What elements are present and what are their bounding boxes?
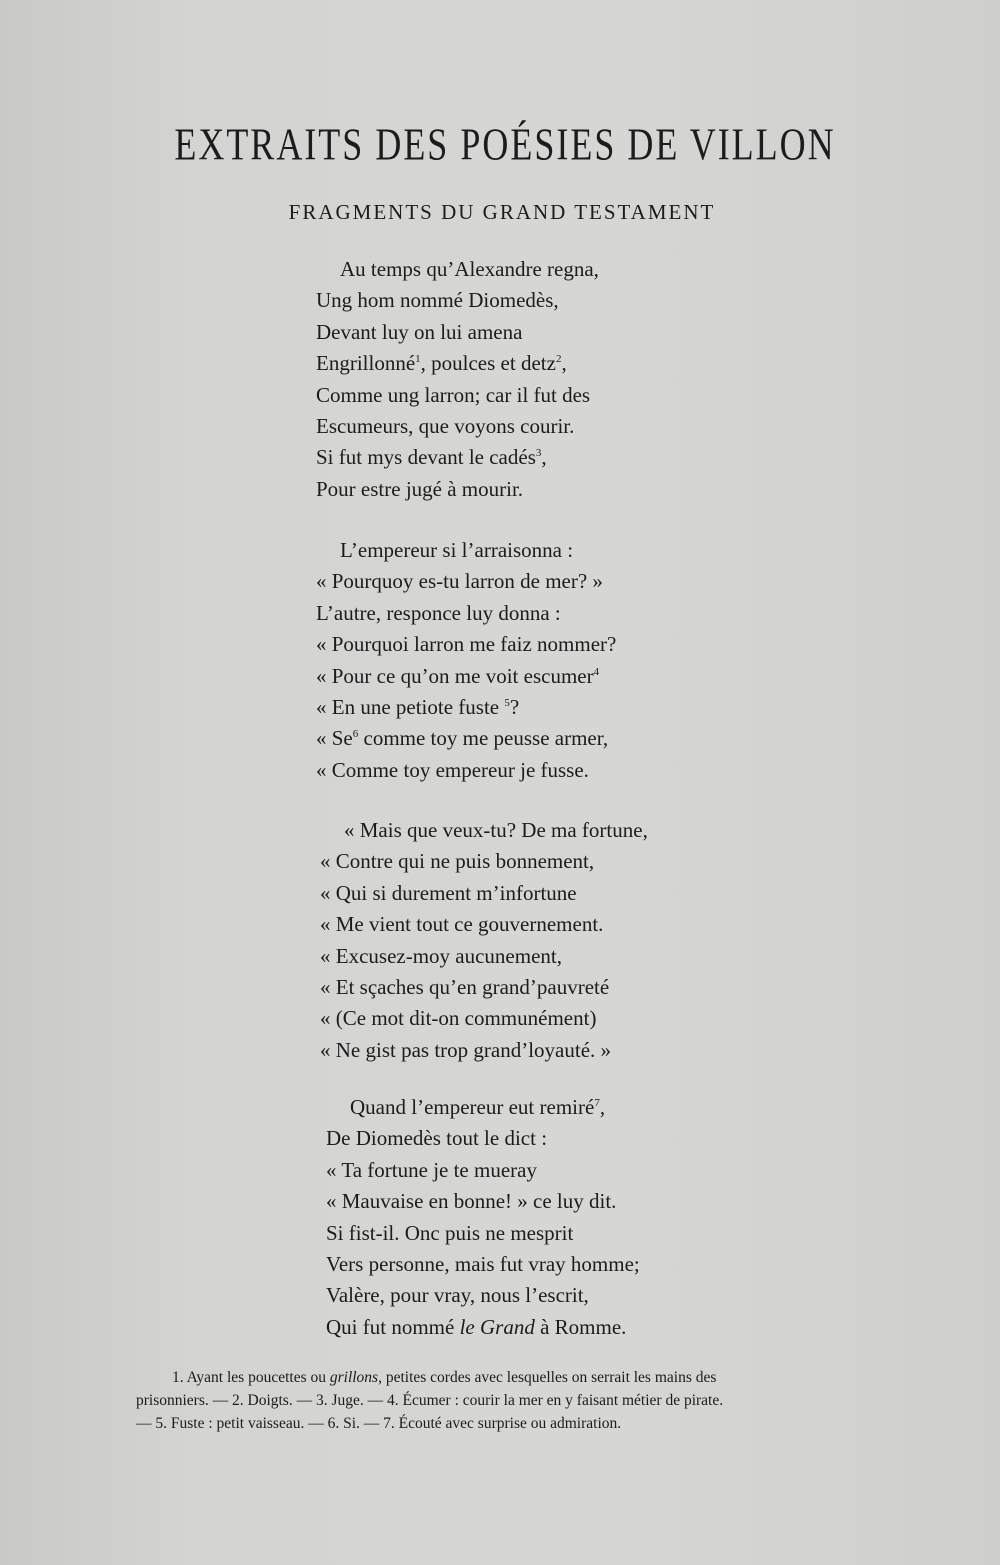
verse-text: ? <box>509 695 520 720</box>
verse-line: « Excusez-moy aucunement, <box>320 943 562 968</box>
verse-line: « Pourquoy es-tu larron de mer? » <box>316 569 603 594</box>
footnote-ref: 5 <box>504 697 510 710</box>
verse-line <box>326 1092 640 1123</box>
verse-line: « Comme toy empereur je fusse. <box>316 757 589 782</box>
verse-line: L’empereur si l’arraisonna : <box>340 538 574 562</box>
footnote-ref: 4 <box>593 665 600 678</box>
verse-line: Si fist-il. Onc puis ne mesprit <box>326 1220 574 1245</box>
verse-line <box>316 723 616 754</box>
verse-line: Vers personne, mais fut vray homme; <box>326 1252 640 1277</box>
verse-text: , <box>561 351 567 376</box>
verse-line: Valère, pour vray, nous l’escrit, <box>326 1283 589 1308</box>
verse-line: « Contre qui ne puis bonnement, <box>320 849 595 874</box>
stanza-3 <box>320 815 648 1066</box>
verse-line: « Ne gist pas trop grand’loyauté. » <box>320 1037 612 1062</box>
verse-line: « Et sçaches qu’en grand’pauvreté <box>320 975 610 1000</box>
page-subtitle: FRAGMENTS DU GRAND TESTAMENT <box>288 200 716 224</box>
verse-line: Escumeurs, que voyons courir. <box>316 414 575 439</box>
page-title: EXTRAITS DES POÉSIES DE VILLON <box>174 119 836 170</box>
verse-text: comme toy me peusse armer, <box>358 726 609 751</box>
verse-line: « Mais que veux-tu? De ma fortune, <box>344 818 648 842</box>
verse-text: « En une petiote fuste <box>316 695 500 720</box>
verse-line: Devant luy on lui amena <box>316 319 523 344</box>
stanza-1 <box>316 254 599 505</box>
footnotes <box>136 1366 906 1435</box>
verse-line: Au temps qu’Alexandre regna, <box>340 257 599 281</box>
verse-line <box>316 348 599 379</box>
verse-text: , <box>541 445 547 470</box>
verse-line: Ung hom nommé Diomedès, <box>316 288 559 313</box>
verse-line <box>316 661 616 692</box>
verse-line: « Me vient tout ce gouvernement. <box>320 912 604 937</box>
verse-text: Quand l’empereur eut remiré <box>350 1095 595 1119</box>
verse-line <box>326 1312 640 1343</box>
verse-line: De Diomedès tout le dict : <box>326 1126 548 1151</box>
verse-italic: le Grand <box>459 1314 535 1339</box>
stanza-2 <box>316 535 616 786</box>
footnote-ref: 6 <box>352 728 359 741</box>
verse-text: Engrillonné <box>316 351 416 376</box>
verse-line <box>316 692 616 723</box>
verse-line: Pour estre jugé à mourir. <box>316 476 524 501</box>
stanza-4 <box>326 1092 640 1343</box>
verse-text: Si fut mys devant le cadés <box>316 445 536 470</box>
verse-text: , <box>599 1095 606 1119</box>
footnote-line: prisonniers. — 2. Doigts. — 3. Juge. — 4. Écumer : courir la mer en y faisant métier de pirate. <box>136 1392 724 1409</box>
verse-line: « Pourquoi larron me faiz nommer? <box>316 632 617 657</box>
footnote-ref: 1 <box>415 353 421 366</box>
verse-text: « Pour ce qu’on me voit escumer <box>316 663 594 688</box>
verse-text: « Se <box>316 726 353 751</box>
verse-line: « Qui si durement m’infortune <box>320 880 577 905</box>
verse-line: L’autre, responce luy donna : <box>316 600 561 625</box>
footnote-line <box>136 1366 906 1389</box>
footnote-line: — 5. Fuste : petit vaisseau. — 6. Si. — 7. Écouté avec surprise ou admiration. <box>136 1415 622 1432</box>
footnote-italic: grillons <box>329 1369 379 1386</box>
verse-text: , poulces et detz <box>420 351 556 376</box>
verse-line: « Ta fortune je te mueray <box>326 1157 537 1182</box>
footnote-text: , petites cordes avec lesquelles on serrait les mains des <box>378 1369 717 1386</box>
verse-line: « (Ce mot dit-on communément) <box>320 1006 597 1031</box>
verse-line <box>316 442 599 473</box>
verse-text: à Romme. <box>534 1314 627 1339</box>
footnote-text: 1. Ayant les poucettes ou <box>172 1369 330 1386</box>
footnote-ref: 3 <box>535 447 542 460</box>
verse-text: Qui fut nommé <box>326 1314 460 1339</box>
verse-line: Comme ung larron; car il fut des <box>316 382 591 407</box>
footnote-ref: 2 <box>555 353 562 366</box>
footnote-ref: 7 <box>594 1097 600 1109</box>
verse-line: « Mauvaise en bonne! » ce luy dit. <box>326 1189 617 1214</box>
